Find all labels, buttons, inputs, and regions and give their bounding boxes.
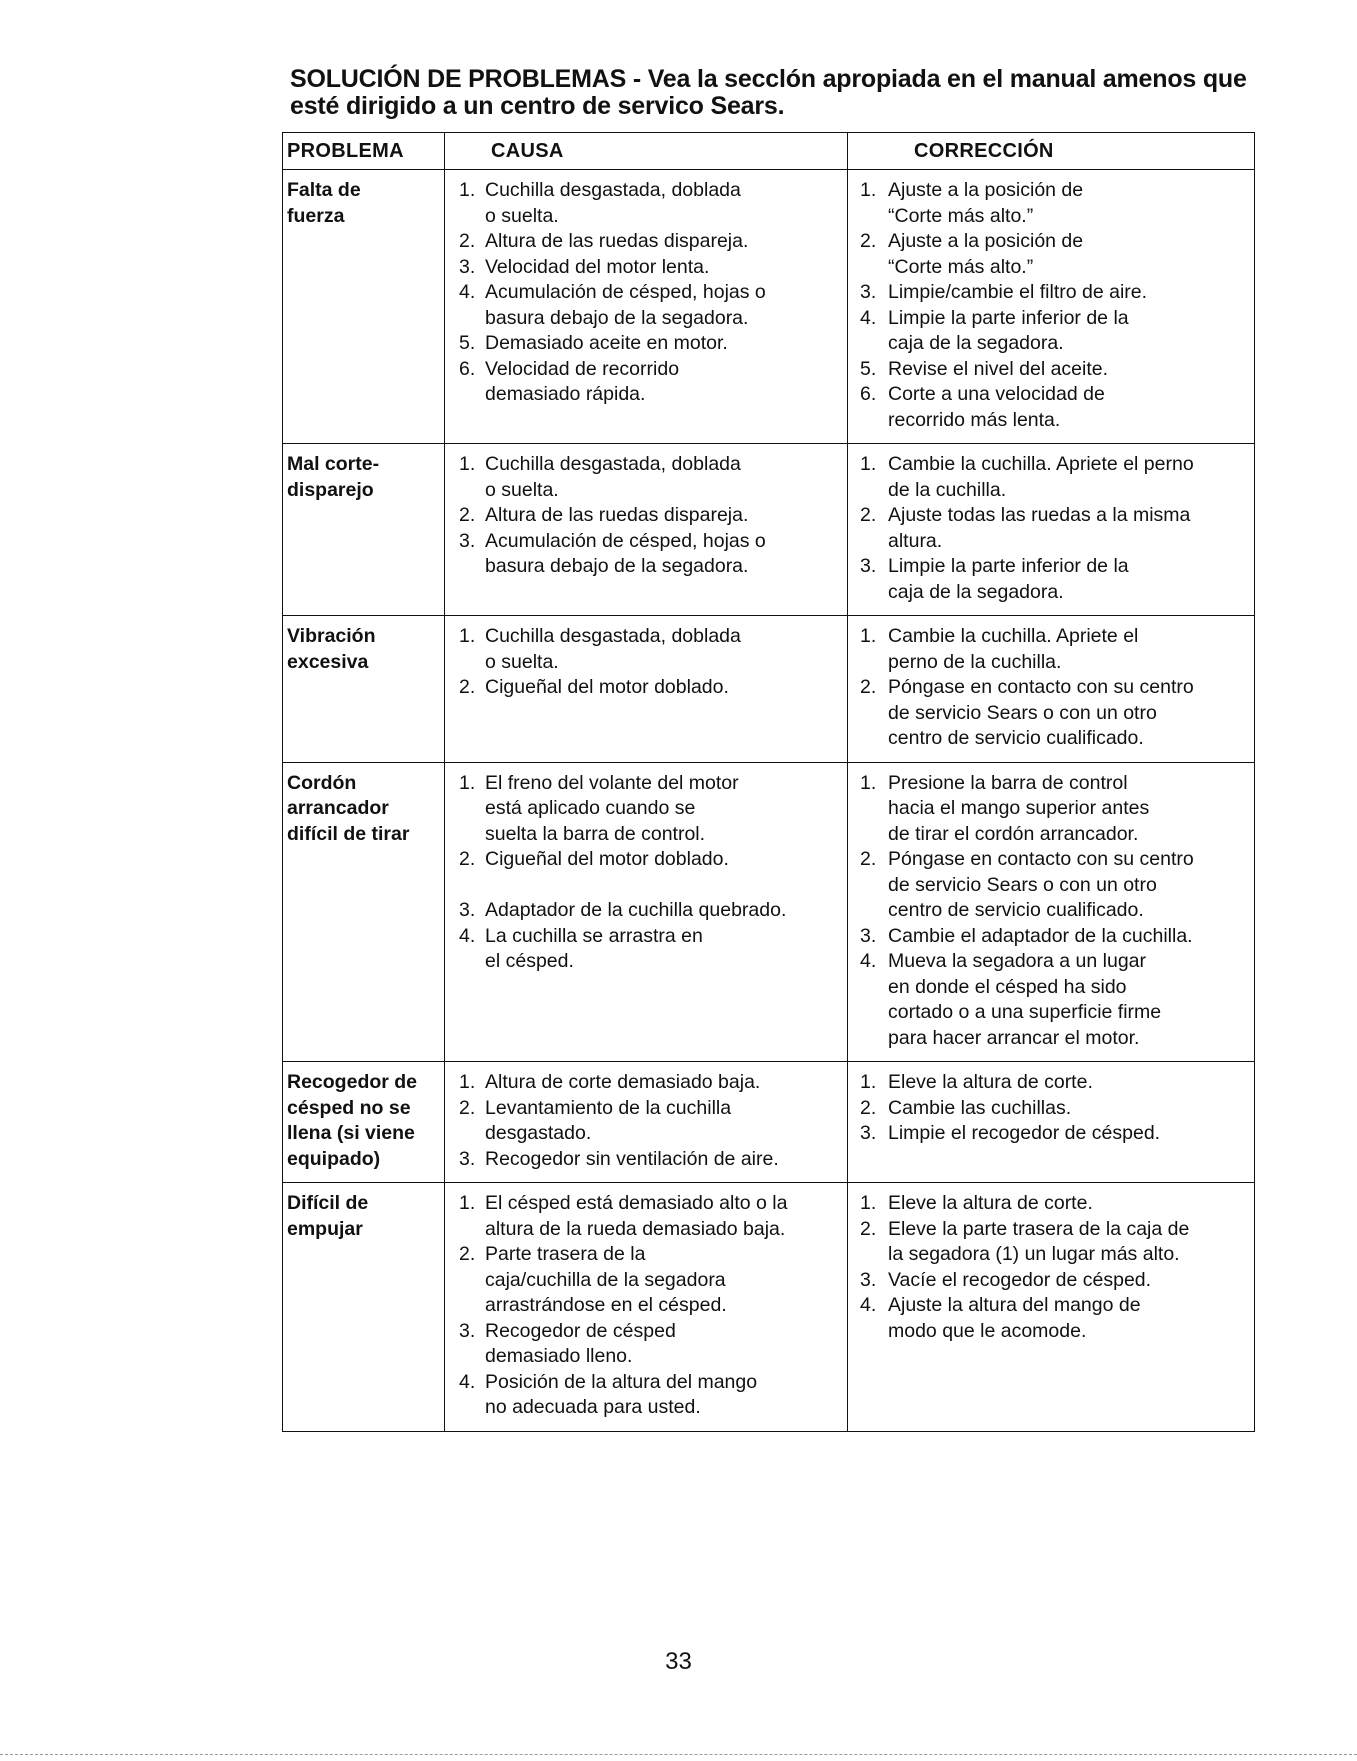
- item-number: 2.: [860, 676, 877, 698]
- item-text: El césped está demasiado alto o la altura de la rueda demasiado baja.: [485, 1192, 788, 1240]
- problem-label-line: fuerza: [287, 204, 345, 227]
- list-item: [852, 382, 1250, 433]
- item-number: 6.: [860, 383, 877, 405]
- list-item: [852, 1217, 1250, 1268]
- item-number: 1.: [860, 453, 877, 475]
- table-row: [283, 1183, 1255, 1432]
- item-number: 1.: [459, 1192, 476, 1214]
- problem-label-line: Cordón: [287, 771, 357, 794]
- item-text: Presione la barra de control hacia el mango superior antes de tirar el cordón arrancador.: [888, 771, 1150, 845]
- table-body: [283, 170, 1255, 1432]
- problem-cell: [283, 1062, 445, 1183]
- item-number: 2.: [860, 504, 877, 526]
- correction-list: [852, 771, 1250, 1052]
- troubleshooting-table: [282, 132, 1255, 1432]
- item-text: Recogedor de césped demasiado lleno.: [485, 1319, 676, 1367]
- item-text: Cuchilla desgastada, doblada o suelta.: [485, 453, 741, 501]
- list-item: [449, 1319, 843, 1370]
- list-item: [852, 1096, 1250, 1122]
- problem-label-line: arrancador: [287, 797, 389, 819]
- item-text: Limpie/cambie el filtro de aire.: [888, 281, 1148, 303]
- problem-label-line: Recogedor de: [287, 1071, 418, 1093]
- item-number: 4.: [459, 1370, 476, 1393]
- correction-list: [852, 1191, 1250, 1344]
- list-item: [449, 357, 843, 408]
- item-text: Altura de corte demasiado baja.: [485, 1071, 761, 1093]
- item-number: 1.: [459, 179, 476, 201]
- problem-cell: [283, 444, 445, 616]
- item-number: 3.: [459, 1319, 476, 1342]
- correction-cell: [848, 1062, 1255, 1183]
- item-number: 1.: [860, 1192, 877, 1214]
- item-text: Corte a una velocidad de recorrido más lenta.: [888, 383, 1105, 431]
- list-item: [449, 1070, 843, 1096]
- item-text: Revise el nivel del aceite.: [888, 357, 1109, 380]
- problem-cell: [283, 762, 445, 1062]
- list-item: [852, 924, 1250, 950]
- heading-line-2: esté dirigido a un centro de servico Sears.: [290, 92, 785, 120]
- list-item: [449, 229, 843, 255]
- problem-cell: [283, 616, 445, 763]
- list-item: [852, 229, 1250, 280]
- list-item: [449, 1147, 843, 1173]
- item-text: Cambie las cuchillas.: [888, 1096, 1072, 1119]
- list-item: [852, 503, 1250, 554]
- item-number: 2.: [459, 676, 476, 698]
- problem-label-line: empujar: [287, 1217, 363, 1240]
- table-row: [283, 444, 1255, 616]
- item-number: 2.: [459, 1243, 476, 1265]
- item-number: 3.: [459, 255, 476, 278]
- list-item: [852, 1070, 1250, 1096]
- list-item: [449, 178, 843, 229]
- item-text: Velocidad de recorrido demasiado rápida.: [485, 357, 680, 405]
- item-text: Altura de las ruedas dispareja.: [485, 230, 749, 252]
- item-text: Vacíe el recogedor de césped.: [888, 1268, 1152, 1291]
- cause-list: [449, 452, 843, 580]
- header-correction: CORRECCIÓN: [848, 133, 1255, 170]
- cause-list: [449, 1070, 843, 1172]
- list-item: [449, 1191, 843, 1242]
- item-number: 6.: [459, 357, 476, 380]
- cause-cell: [445, 444, 848, 616]
- table-row: [283, 170, 1255, 444]
- list-item: [852, 554, 1250, 605]
- cause-list: [449, 178, 843, 408]
- item-number: 2.: [459, 848, 476, 870]
- correction-list: [852, 624, 1250, 752]
- item-text: Velocidad del motor lenta.: [485, 255, 710, 278]
- list-item: [449, 1242, 843, 1319]
- page-heading: [290, 66, 1250, 120]
- list-item: [449, 255, 843, 281]
- correction-list: [852, 452, 1250, 605]
- item-number: 5.: [459, 332, 476, 354]
- problem-cell: [283, 170, 445, 444]
- list-item: [852, 306, 1250, 357]
- item-number: 3.: [860, 281, 877, 303]
- item-text: Cigueñal del motor doblado.: [485, 676, 729, 698]
- item-number: 1.: [459, 453, 476, 475]
- cause-list: [449, 624, 843, 701]
- item-number: 2.: [860, 1217, 877, 1240]
- item-number: 4.: [860, 1294, 877, 1316]
- item-text: Mueva la segadora a un lugar en donde el césped ha sido cortado o a una superficie firme para hacer arrancar el motor.: [888, 950, 1162, 1049]
- item-number: 1.: [860, 179, 877, 201]
- item-text: Altura de las ruedas dispareja.: [485, 504, 749, 526]
- page-number: 33: [665, 1648, 692, 1675]
- item-number: 4.: [459, 281, 476, 303]
- item-number: 3.: [860, 1122, 877, 1144]
- list-item: [449, 529, 843, 580]
- correction-cell: [848, 616, 1255, 763]
- table-row: [283, 1062, 1255, 1183]
- item-number: 1.: [860, 625, 877, 647]
- item-number: 4.: [459, 924, 476, 947]
- list-item: [449, 624, 843, 675]
- list-item: [852, 1191, 1250, 1217]
- item-number: 1.: [459, 1071, 476, 1093]
- list-item: [852, 178, 1250, 229]
- problem-label-line: Falta de: [287, 179, 361, 201]
- item-text: Eleve la altura de corte.: [888, 1071, 1093, 1093]
- item-number: 1.: [459, 625, 476, 647]
- item-text: Ajuste a la posición de “Corte más alto.”: [888, 179, 1084, 227]
- item-text: Cuchilla desgastada, doblada o suelta.: [485, 625, 741, 673]
- correction-cell: [848, 762, 1255, 1062]
- table-row: [283, 616, 1255, 763]
- item-text: Recogedor sin ventilación de aire.: [485, 1147, 779, 1170]
- cause-cell: [445, 762, 848, 1062]
- item-text: Cambie la cuchilla. Apriete el perno de la cuchilla.: [888, 625, 1139, 673]
- item-text: Eleve la parte trasera de la caja de la segadora (1) un lugar más alto.: [888, 1217, 1190, 1265]
- problem-cell: [283, 1183, 445, 1432]
- list-item: [449, 503, 843, 529]
- correction-list: [852, 1070, 1250, 1147]
- item-text: Cambie el adaptador de la cuchilla.: [888, 924, 1193, 947]
- item-number: 3.: [860, 924, 877, 947]
- cause-cell: [445, 1062, 848, 1183]
- item-text: Demasiado aceite en motor.: [485, 332, 728, 354]
- item-number: 2.: [860, 230, 877, 252]
- problem-label-line: disparejo: [287, 478, 374, 501]
- header-problem: PROBLEMA: [283, 133, 445, 170]
- footer-rule: [0, 1754, 1357, 1756]
- list-item: [852, 1268, 1250, 1294]
- list-item: [852, 771, 1250, 848]
- item-text: Acumulación de césped, hojas o basura debajo de la segadora.: [485, 281, 766, 329]
- cause-cell: [445, 616, 848, 763]
- item-text: El freno del volante del motor está aplicado cuando se suelta la barra de control.: [485, 771, 739, 845]
- heading-line-1: SOLUCIÓN DE PROBLEMAS - Vea la secclón apropiada en el manual amenos que: [290, 65, 1247, 93]
- correction-cell: [848, 1183, 1255, 1432]
- list-item: [449, 1370, 843, 1421]
- item-text: Póngase en contacto con su centro de servicio Sears o con un otro centro de servicio cualificado.: [888, 676, 1194, 749]
- list-item: [852, 280, 1250, 306]
- problem-label-line: difícil de tirar: [287, 822, 410, 845]
- problem-label-line: Difícil de: [287, 1192, 369, 1214]
- item-number: 2.: [860, 848, 877, 870]
- correction-cell: [848, 170, 1255, 444]
- item-number: 3.: [860, 1268, 877, 1291]
- list-item: [852, 624, 1250, 675]
- table-header-row: [283, 133, 1255, 170]
- list-item: [449, 280, 843, 331]
- cause-list: [449, 771, 843, 975]
- item-text: Levantamiento de la cuchilla desgastado.: [485, 1096, 732, 1144]
- cause-cell: [445, 1183, 848, 1432]
- table-row: [283, 762, 1255, 1062]
- item-text: Ajuste todas las ruedas a la misma altura.: [888, 504, 1191, 552]
- item-text: Cambie la cuchilla. Apriete el perno de la cuchilla.: [888, 453, 1194, 501]
- list-item: [449, 898, 843, 924]
- list-item: [449, 771, 843, 848]
- item-number: 2.: [459, 1096, 476, 1119]
- item-text: Adaptador de la cuchilla quebrado.: [485, 899, 787, 921]
- list-item: [449, 331, 843, 357]
- item-number: 3.: [860, 555, 877, 577]
- list-item: [449, 675, 843, 701]
- list-item: [449, 452, 843, 503]
- item-number: 3.: [459, 1147, 476, 1170]
- list-item: [852, 1293, 1250, 1344]
- correction-list: [852, 178, 1250, 433]
- problem-label-line: Vibración: [287, 625, 376, 647]
- list-item: [852, 847, 1250, 924]
- item-text: Cuchilla desgastada, doblada o suelta.: [485, 179, 741, 227]
- problem-label-line: llena (si viene: [287, 1122, 415, 1144]
- item-text: Acumulación de césped, hojas o basura debajo de la segadora.: [485, 529, 766, 577]
- list-item: [852, 357, 1250, 383]
- cause-list: [449, 1191, 843, 1421]
- item-text: Limpie la parte inferior de la caja de la segadora.: [888, 555, 1129, 603]
- list-item: [449, 1096, 843, 1147]
- item-text: Posición de la altura del mango no adecuada para usted.: [485, 1370, 758, 1418]
- item-number: 4.: [860, 306, 877, 329]
- item-text: Ajuste a la posición de “Corte más alto.”: [888, 230, 1084, 278]
- item-text: Cigueñal del motor doblado.: [485, 848, 729, 870]
- problem-label-line: excesiva: [287, 650, 369, 673]
- item-text: La cuchilla se arrastra en el césped.: [485, 924, 703, 972]
- problem-label-line: equipado): [287, 1147, 381, 1170]
- list-item: [852, 1121, 1250, 1147]
- item-text: Limpie la parte inferior de la caja de la segadora.: [888, 306, 1129, 354]
- list-item: [852, 949, 1250, 1051]
- list-item: [852, 452, 1250, 503]
- item-text: Eleve la altura de corte.: [888, 1192, 1093, 1214]
- item-text: Ajuste la altura del mango de modo que le acomode.: [888, 1294, 1141, 1342]
- item-number: 3.: [459, 899, 476, 921]
- header-cause: CAUSA: [445, 133, 848, 170]
- list-item: [852, 675, 1250, 752]
- correction-cell: [848, 444, 1255, 616]
- item-number: 2.: [459, 504, 476, 526]
- problem-label-line: Mal corte-: [287, 453, 380, 475]
- cause-cell: [445, 170, 848, 444]
- item-number: 2.: [459, 230, 476, 252]
- item-number: 5.: [860, 357, 877, 380]
- problem-label-line: césped no se: [287, 1096, 411, 1119]
- item-text: Parte trasera de la caja/cuchilla de la segadora arrastrándose en el césped.: [485, 1243, 727, 1316]
- item-text: Póngase en contacto con su centro de servicio Sears o con un otro centro de servicio cualificado.: [888, 848, 1194, 921]
- item-number: 3.: [459, 529, 476, 552]
- list-item: [449, 924, 843, 975]
- list-item: [449, 847, 843, 898]
- item-number: 1.: [459, 771, 476, 794]
- item-number: 1.: [860, 1071, 877, 1093]
- item-number: 2.: [860, 1096, 877, 1119]
- item-text: Limpie el recogedor de césped.: [888, 1122, 1161, 1144]
- item-number: 4.: [860, 950, 877, 972]
- item-number: 1.: [860, 771, 877, 794]
